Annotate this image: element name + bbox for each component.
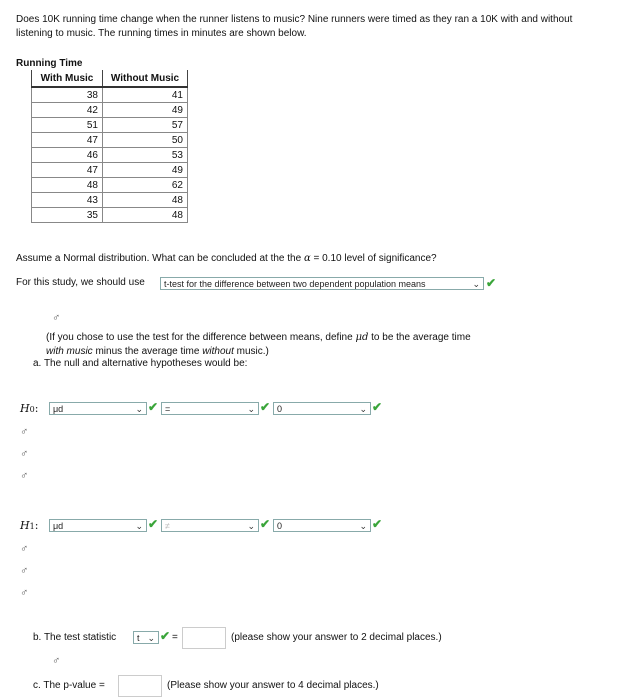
chevron-down-icon: ⌄ [135, 404, 143, 414]
check-icon: ✔ [148, 517, 159, 531]
h1-colon: : [34, 519, 39, 532]
chevron-down-icon: ⌄ [359, 521, 367, 531]
definition-note [46, 331, 566, 359]
part-a-label: a. The null and alternative hypotheses would be: [33, 358, 248, 369]
note-line1-suffix: to be the average time [368, 332, 471, 343]
table-row [32, 208, 188, 223]
note-line2-mid: minus the average time [92, 346, 203, 357]
part-c-label: c. The p-value = [33, 680, 105, 691]
table-row [32, 193, 188, 208]
h1-sub: 1 [29, 522, 35, 531]
table-row [32, 87, 188, 103]
h1-operator-select[interactable] [161, 519, 259, 532]
h0-value-select[interactable] [273, 402, 371, 415]
table-row [32, 148, 188, 163]
note-line2-em: without [202, 346, 234, 357]
h0-label [20, 402, 38, 415]
test-type-select[interactable] [160, 277, 484, 290]
cell: 35 [32, 208, 103, 223]
chevron-down-icon: ⌄ [247, 521, 255, 531]
cell: 50 [103, 133, 188, 148]
cell: 57 [103, 118, 188, 133]
h0-colon: : [34, 402, 39, 415]
h1-value: 0 [277, 521, 283, 531]
h1-letter: H [20, 519, 30, 532]
cell: 43 [32, 193, 103, 208]
alpha-symbol: α [303, 253, 311, 264]
note-line2-prefix: with music [46, 346, 93, 357]
running-time-table [31, 70, 188, 223]
venus-icon[interactable]: ♂ [52, 655, 61, 667]
venus-icon[interactable]: ♂ [20, 587, 29, 599]
chevron-down-icon: ⌄ [135, 521, 143, 531]
cell: 53 [103, 148, 188, 163]
check-icon: ✔ [160, 629, 171, 643]
test-type-selected: t-test for the difference between two dependent population means [164, 279, 426, 289]
venus-icon[interactable]: ♂ [20, 565, 29, 577]
h0-operator-select[interactable] [161, 402, 259, 415]
cell: 48 [103, 208, 188, 223]
part-c-hint: (Please show your answer to 4 decimal places.) [167, 680, 379, 691]
cell: 42 [32, 103, 103, 118]
problem-intro: Does 10K running time change when the runner listens to music? Nine runners were timed as they ran a 10K with and without listening to music. The running times in minutes are shown below. [16, 14, 573, 39]
venus-icon[interactable]: ♂ [20, 426, 29, 438]
cell: 48 [103, 193, 188, 208]
cell: 49 [103, 103, 188, 118]
note-line1-prefix: (If you chose to use the test for the difference between means, define [46, 332, 356, 343]
venus-icon[interactable]: ♂ [52, 312, 61, 324]
cell: 38 [32, 87, 103, 103]
mu-d-symbol: μd [355, 332, 369, 343]
h0-sub: 0 [29, 405, 35, 414]
h0-value: 0 [277, 404, 283, 414]
h1-label [20, 519, 38, 532]
cell: 46 [32, 148, 103, 163]
chevron-down-icon: ⌄ [147, 633, 155, 643]
h0-op-value: = [165, 404, 171, 414]
question-text [16, 253, 437, 264]
chevron-down-icon: ⌄ [472, 279, 480, 289]
equals-sign: = [172, 632, 178, 643]
h0-param-value: μd [53, 404, 64, 414]
cell: 62 [103, 178, 188, 193]
test-statistic-input[interactable] [182, 627, 226, 649]
cell: 47 [32, 133, 103, 148]
h1-param-select[interactable] [49, 519, 147, 532]
table-row [32, 178, 188, 193]
table-row [32, 118, 188, 133]
p-value-input[interactable] [118, 675, 162, 697]
venus-icon[interactable]: ♂ [20, 448, 29, 460]
test-choice-label: For this study, we should use [16, 277, 145, 288]
table-row [32, 103, 188, 118]
h0-param-select[interactable] [49, 402, 147, 415]
chevron-down-icon: ⌄ [359, 404, 367, 414]
check-icon: ✔ [372, 517, 383, 531]
h1-value-select[interactable] [273, 519, 371, 532]
check-icon: ✔ [148, 400, 159, 414]
check-icon: ✔ [372, 400, 383, 414]
cell: 47 [32, 163, 103, 178]
question-suffix: = 0.10 level of significance? [310, 253, 437, 264]
cell: 41 [103, 87, 188, 103]
check-icon: ✔ [260, 517, 271, 531]
test-statistic-value: t [137, 633, 140, 643]
h1-param-value: μd [53, 521, 64, 531]
col-header-with-music: With Music [32, 70, 103, 87]
venus-icon[interactable]: ♂ [20, 543, 29, 555]
check-icon: ✔ [486, 276, 497, 290]
h1-op-value: ≠ [165, 521, 170, 531]
cell: 51 [32, 118, 103, 133]
part-b-label: b. The test statistic [33, 632, 117, 643]
part-b-hint: (please show your answer to 2 decimal places.) [231, 632, 442, 643]
cell: 48 [32, 178, 103, 193]
h0-letter: H [20, 402, 30, 415]
cell: 49 [103, 163, 188, 178]
table-row [32, 133, 188, 148]
check-icon: ✔ [260, 400, 271, 414]
question-prefix: Assume a Normal distribution. What can be concluded at the the [16, 253, 304, 264]
chevron-down-icon: ⌄ [247, 404, 255, 414]
test-statistic-select[interactable] [133, 631, 159, 644]
venus-icon[interactable]: ♂ [20, 470, 29, 482]
table-row [32, 163, 188, 178]
table-title: Running Time [16, 58, 83, 69]
col-header-without-music: Without Music [103, 70, 188, 87]
note-line2-suffix: music.) [233, 346, 269, 357]
